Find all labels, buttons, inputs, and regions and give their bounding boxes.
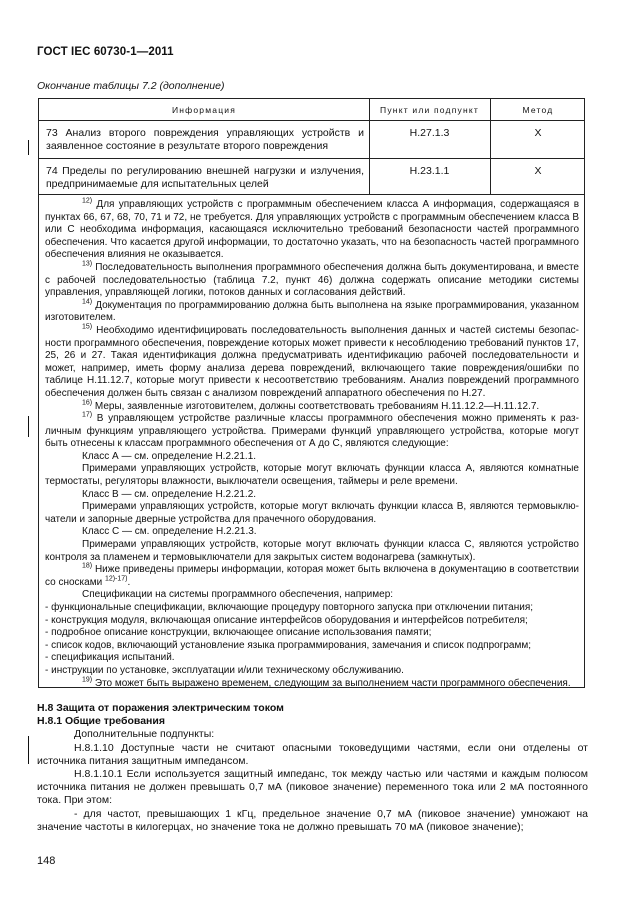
change-bar <box>28 736 29 764</box>
paragraph: Дополнительные подпункты: <box>74 728 215 741</box>
column-header-info: Информация <box>171 105 237 115</box>
spec-item: - подробное описание конструкции, включающее описание использования памяти; <box>45 627 432 639</box>
table-row <box>39 159 584 195</box>
table-row <box>39 121 584 159</box>
class-b-examples: Примерами управляющих устройств, которые могут включать функции класса В, являются термовыключатели и запорные дверные устройства для прачечного оборудования. <box>45 501 579 525</box>
column-header-clause: Пункт или подпункт <box>380 105 479 115</box>
row-info: 74 Пределы по регулированию внешней нагрузки и излучения, предпринимаемые для испытательных целей <box>46 165 364 190</box>
row-clause: H.23.1.1 <box>409 165 450 177</box>
document-code-header: ГОСТ IEC 60730-1—2011 <box>37 46 174 58</box>
spec-intro: Спецификации на системы программного обеспечения, например: <box>82 589 394 601</box>
footnote-13: $^{13)}$ Последовательность выполнения программного обеспечения должна быть документирована, и вместе с рабочей последовательностью (таблица 7.2, пункт 46) должна содержать описание методики системы управления, управляющей логики, потоков данных и согласования действий. <box>45 260 579 299</box>
paragraph: H.8.1.10 Доступные части не считают опасными токоведущими частями, если они отделены от источника питания защитным импедансом. <box>37 741 588 767</box>
class-b-definition: Класс В — см. определение H.2.21.2. <box>82 488 257 500</box>
row-method: X <box>534 127 542 139</box>
column-divider <box>369 99 370 195</box>
footnote-16: $^{16)}$ Меры, заявленные изготовителем, должны соответствовать требованиям H.11.12.2—H.11.12.7. <box>82 399 540 412</box>
class-a-examples: Примерами управляющих устройств, которые могут включать функции класса А, являются комнатные термостаты, регуляторы влажности, выключатели освещения, таймеры и реле времени. <box>45 463 579 488</box>
spec-item: - конструкция модуля, включающая описание интерфейсов оборудования и интерфейсов потребителя; <box>45 614 528 626</box>
table-header-row <box>39 99 584 121</box>
paragraph: - для частот, превышающих 1 кГц, предельное значение 0,7 мА (пиковое значение) умножают на значение частоты в килогерцах, но значение тока не должно превышать 70 мА (пиковое значение); <box>37 807 588 833</box>
spec-item: - список кодов, включающий установление языка программирования, замечания и список подпрограмм; <box>45 639 532 651</box>
row-info: 73 Анализ второго повреждения управляющих устройств и заявленное состояние в результате второго повреждения <box>46 127 364 152</box>
section-heading-h8: H.8 Защита от поражения электрическим током <box>37 702 284 714</box>
class-c-definition: Класс С — см. определение H.2.21.3. <box>82 526 257 538</box>
footnote-18: $^{18)}$ Ниже приведены примеры информации, которая может быть включена в документацию в соответствии со сносками $^{12)-17)}$. <box>45 562 580 588</box>
footnote-19: $^{19)}$ Это может быть выражено временем, следующим за выполнением части программного обеспечения. <box>82 676 571 689</box>
footnote-15: $^{15)}$ Необходимо идентифицировать последовательность выполнения данных и частей системы безопасности программного обеспечения, повреждение которых может привести к несоблюдению требований пунктов 17, 25, 26 и 27. Такая идентификация должна предусматривать идентификацию рабочей последовательности и может, например, иметь форму анализа дерева повреждений, включающего такие повреждения/ошибки по таблице H.11.12.7, которые могут привести к несоответствию требованиям. Анализ повреждений программного обеспечения должен быть связан с анализом повреждений аппаратного обеспечения по H.27. <box>45 323 579 399</box>
row-method: X <box>534 165 542 177</box>
footnote-17: $^{17)}$ В управляющем устройстве различные классы программного обеспечения можно применять к различным функциям управляющего устройства. Примерами функций управляющего устройства, которые могут быть отнесены к классам программного обеспечения от А до С, являются следующие: <box>45 411 579 450</box>
spec-item: - инструкции по установке, эксплуатации и/или техническому обслуживанию. <box>45 664 404 676</box>
page-number: 148 <box>37 855 56 867</box>
column-divider <box>490 99 491 195</box>
class-a-definition: Класс А — см. определение H.2.21.1. <box>82 450 257 462</box>
change-bar <box>28 140 29 155</box>
column-header-method: Метод <box>522 105 554 115</box>
paragraph: H.8.1.10.1 Если используется защитный импеданс, ток между частью или частями и каждым полюсом источника питания не должен превышать 0,7 мА (пиковое значение) переменного тока или 2 мА постоянного тока. При этом: <box>37 768 588 807</box>
change-bar <box>28 416 29 437</box>
class-c-examples: Примерами управляющих устройств, которые могут включать функции класса С, являются устройство контроля за пламенем и термовыключатели для закрытых систем водонагрева (замкнутых). <box>45 539 579 563</box>
section-body <box>37 702 588 834</box>
row-clause: H.27.1.3 <box>409 127 450 139</box>
requirements-table <box>38 98 585 688</box>
spec-item: - спецификация испытаний. <box>45 652 175 664</box>
table-footnotes <box>45 199 579 690</box>
footnote-12: $^{12)}$ Для управляющих устройств с программным обеспечением класса А информация, содержащаяся в пунктах 66, 67, 68, 70, 71 и 72, не требуется. Для управляющих устройств с программным обеспечением класса В или С необходима информация, касающаяся исключительно требований безопасности частей программного обеспечения. Что касается другой информации, то достаточно указать, что на безопасность частей программного обеспечения влияния не оказывается. <box>45 197 580 261</box>
section-heading-h81: H.8.1 Общие требования <box>37 715 165 728</box>
spec-item: - функциональные спецификации, включающие процедуру повторного запуска при отключении питания; <box>45 602 534 613</box>
table-caption: Окончание таблицы 7.2 (дополнение) <box>37 80 225 92</box>
footnote-14: $^{14)}$ Документация по программированию должна быть выполнена на языке программирования, указанном изготовителем. <box>45 298 580 324</box>
